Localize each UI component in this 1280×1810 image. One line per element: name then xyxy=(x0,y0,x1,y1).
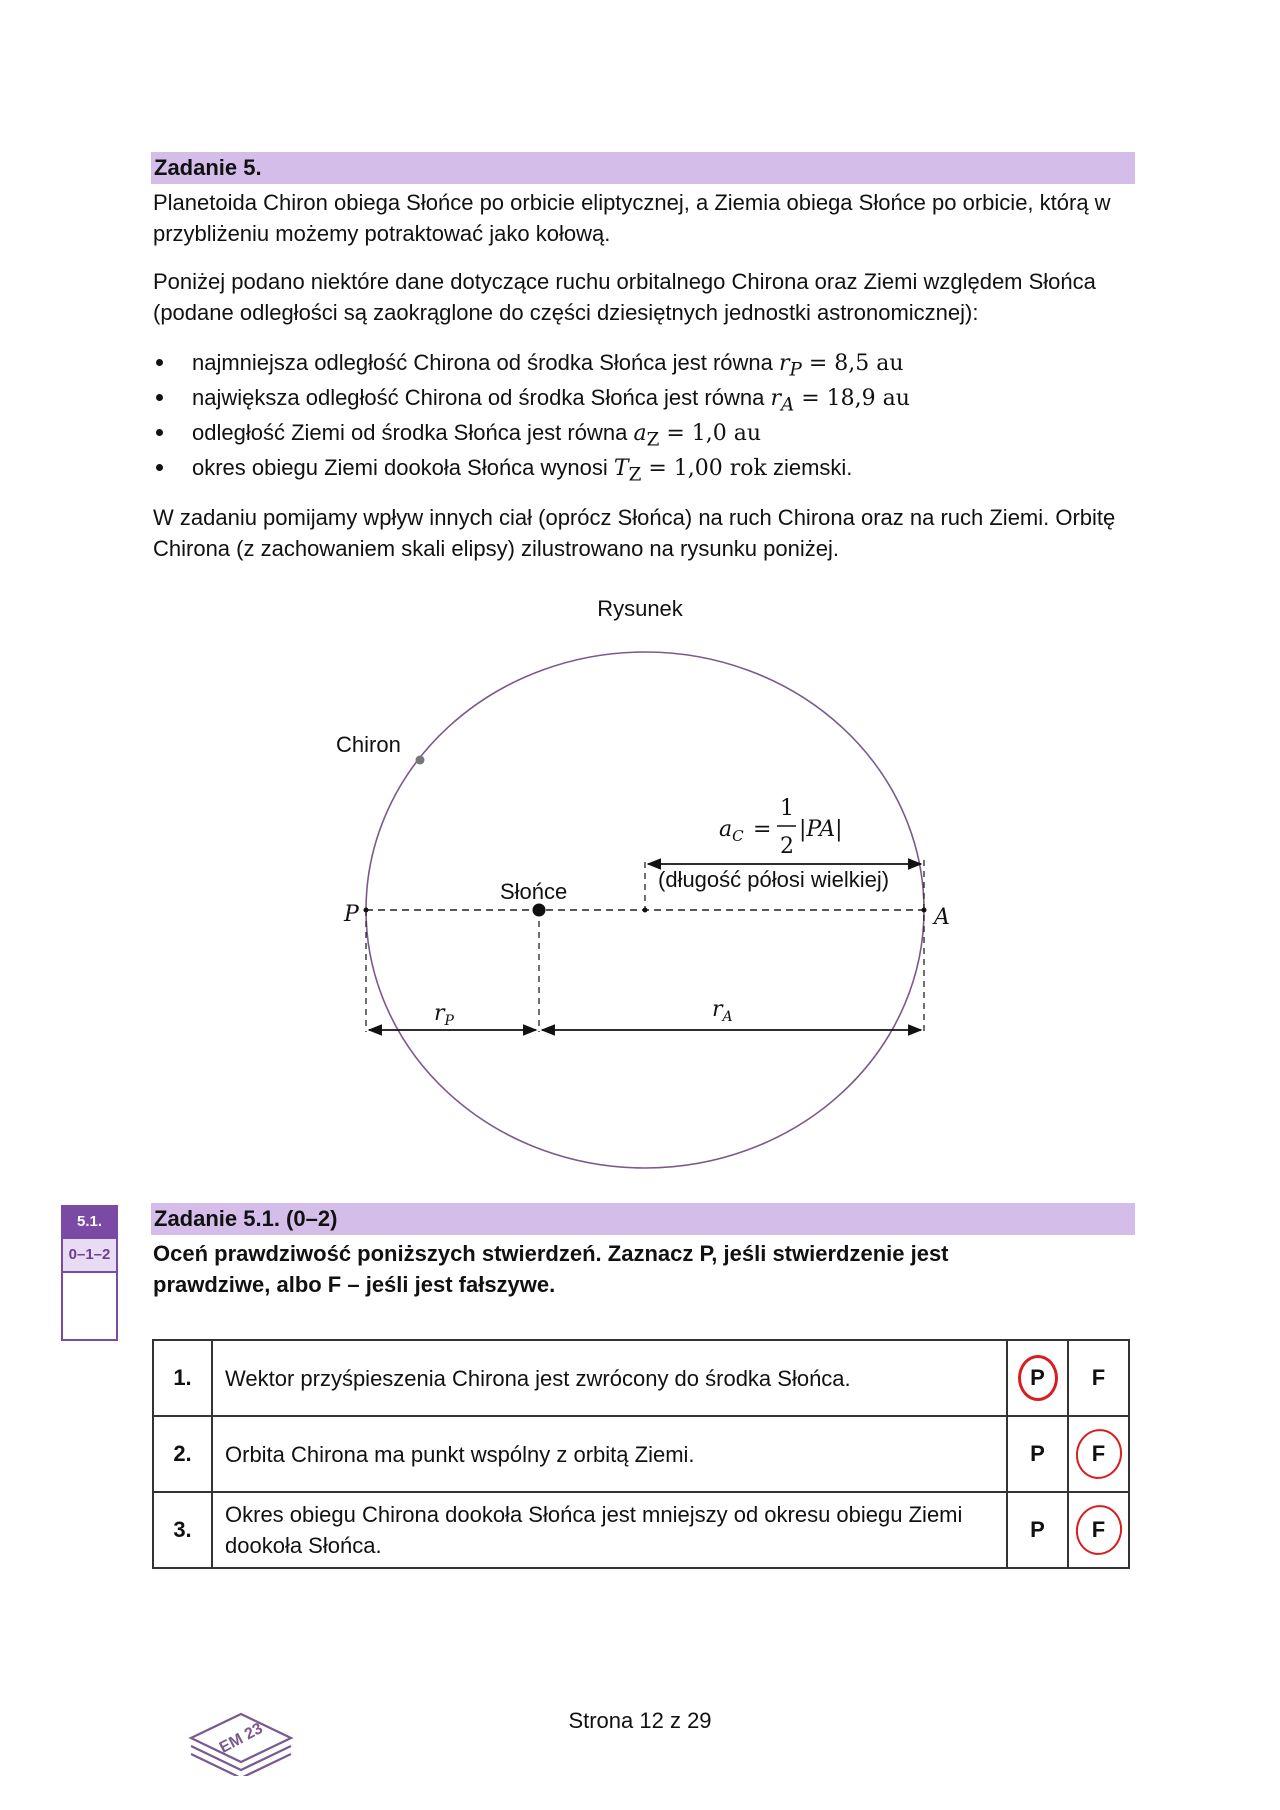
svg-text:2: 2 xyxy=(780,834,794,859)
semi-major-note: (długość półosi wielkiej) xyxy=(658,867,890,892)
svg-text:EM 23: EM 23 xyxy=(216,1720,266,1757)
score-range: 0–1–2 xyxy=(63,1237,116,1273)
a-label: A xyxy=(934,905,950,930)
table-row xyxy=(153,1340,1129,1416)
sun-label: Słońce xyxy=(500,879,568,904)
ra-label: $r_A$ xyxy=(712,997,733,1025)
option-f[interactable]: F xyxy=(1068,1340,1129,1416)
option-p[interactable]: P xyxy=(1007,1492,1068,1568)
list-item: największa odległość Chirona od środka Słońca jest równa $r_A = 18,9$ au xyxy=(150,380,1140,415)
semi-major-formula xyxy=(719,796,843,859)
list-item: okres obiegu Ziemi dookoła Słońca wynosi $T_Z = 1,00$ rok ziemski. xyxy=(150,450,1140,485)
table-row xyxy=(153,1416,1129,1492)
list-item: odległość Ziemi od środka Słońca jest równa $a_Z = 1,0$ au xyxy=(150,415,1140,450)
p-label: P xyxy=(344,902,359,927)
option-p[interactable]: P xyxy=(1007,1340,1068,1416)
svg-text:1: 1 xyxy=(780,796,794,821)
svg-text:|PA|: |PA| xyxy=(799,817,843,842)
subtask-title: Zadanie 5.1. (0–2) xyxy=(151,1203,1135,1235)
svg-text:aC: $a_C$ xyxy=(719,817,744,845)
a-point xyxy=(922,908,927,913)
task-data-intro: Poniżej podano niektóre dane dotyczące ruchu orbitalnego Chirona oraz Ziemi względem Słońca (podane odległości są zaokrąglone do części dziesiętnych jednostki astronomicznej): xyxy=(153,269,1096,325)
figure-title: Rysunek xyxy=(597,596,683,621)
sun-point xyxy=(533,904,546,917)
statement: Orbita Chirona ma punkt wspólny z orbitą Ziemi. xyxy=(212,1416,1007,1492)
p-point xyxy=(364,908,369,913)
row-number: 3. xyxy=(153,1492,212,1568)
chiron-point xyxy=(416,756,425,765)
statement: Wektor przyśpieszenia Chirona jest zwrócony do środka Słońca. xyxy=(212,1340,1007,1416)
subtask-instruction: Oceń prawdziwość poniższych stwierdzeń. Zaznacz P, jeśli stwierdzenie jest prawdziwe, albo F – jeśli jest fałszywe. xyxy=(153,1241,949,1297)
publisher-logo xyxy=(186,1696,296,1776)
row-number: 2. xyxy=(153,1416,212,1492)
table-row xyxy=(153,1492,1129,1568)
page-number: Strona 12 z 29 xyxy=(568,1708,712,1733)
center-point xyxy=(643,908,648,913)
task-title: Zadanie 5. xyxy=(151,152,1135,184)
option-f[interactable]: F xyxy=(1068,1416,1129,1492)
svg-text:=: = xyxy=(753,817,772,842)
score-box xyxy=(61,1205,118,1341)
rp-label: $r_P$ xyxy=(434,1001,454,1029)
option-p[interactable]: P xyxy=(1007,1416,1068,1492)
statement: Okres obiegu Chirona dookoła Słońca jest mniejszy od okresu obiegu Ziemi dookoła Słońca. xyxy=(212,1492,1007,1568)
list-item: najmniejsza odległość Chirona od środka Słońca jest równa $r_P = 8,5$ au xyxy=(150,345,1140,380)
score-field[interactable] xyxy=(63,1273,116,1339)
task-intro: Planetoida Chiron obiega Słońce po orbicie eliptycznej, a Ziemia obiega Słońce po orbicie, którą w przybliżeniu możemy potraktować jako kołową. xyxy=(153,190,1111,246)
score-id: 5.1. xyxy=(63,1207,116,1237)
chiron-label: Chiron xyxy=(336,732,401,757)
true-false-table xyxy=(152,1339,1130,1569)
row-number: 1. xyxy=(153,1340,212,1416)
task-outro: W zadaniu pomijamy wpływ innych ciał (oprócz Słońca) na ruch Chirona oraz na ruch Ziemi. Orbitę Chirona (z zachowaniem skali elipsy) zilustrowano na rysunku poniżej. xyxy=(153,505,1116,561)
option-f[interactable]: F xyxy=(1068,1492,1129,1568)
